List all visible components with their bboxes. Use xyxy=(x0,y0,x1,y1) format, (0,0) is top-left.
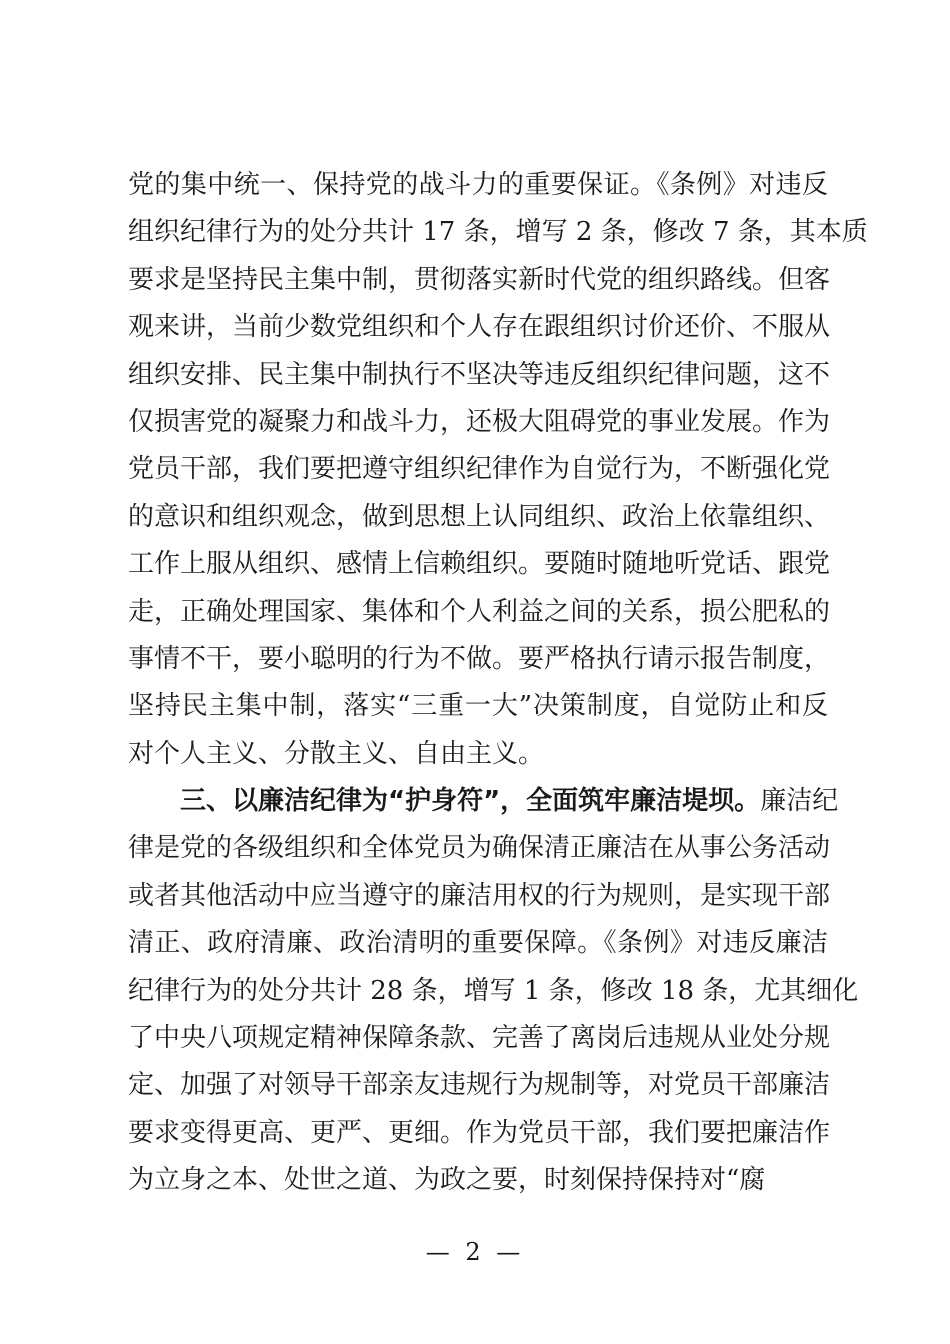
text-line: 工作上服从组织、感情上信赖组织。要随时随地听党话、跟党 xyxy=(128,549,831,580)
text-line: 党的集中统一、保持党的战斗力的重要保证。《条例》对违反 xyxy=(128,170,828,200)
paragraph-integrity-discipline xyxy=(128,778,859,1205)
text-line: 事情不干，要小聪明的行为不做。要严格执行请示报告制度， xyxy=(128,643,831,674)
text-line: 的意识和组织观念，做到思想上认同组织、政治上依靠组织、 xyxy=(128,501,831,532)
text-line: 律是党的各级组织和全体党员为确保清正廉洁在从事公务活动 xyxy=(128,833,831,864)
text-line: 仅损害党的凝聚力和战斗力，还极大阻碍党的事业发展。作为 xyxy=(128,406,831,437)
text-line: 定、加强了对领导干部亲友违规行为规制等，对党员干部廉洁 xyxy=(128,1070,831,1101)
text-line: 观来讲，当前少数党组织和个人存在跟组织讨价还价、不服从 xyxy=(128,312,831,343)
text-line: 要求是坚持民主集中制，贯彻落实新时代党的组织路线。但客 xyxy=(128,264,831,295)
text-line: 了中央八项规定精神保障条款、完善了离岗后违规从业处分规 xyxy=(128,1023,831,1054)
page-number: — 2 — xyxy=(425,1238,525,1266)
text-line: 坚持民主集中制，落实“三重一大”决策制度，自觉防止和反 xyxy=(128,691,828,722)
paragraph-organization-discipline xyxy=(128,162,868,778)
text-line: 党员干部，我们要把遵守组织纪律作为自觉行为，不断强化党 xyxy=(128,454,831,485)
document-body xyxy=(128,162,868,1205)
text-line: 走，正确处理国家、集体和个人利益之间的关系，损公肥私的 xyxy=(128,596,831,627)
text-line: 为立身之本、处世之道、为政之要，时刻保持保持对“腐 xyxy=(128,1165,766,1196)
text-line: 要求变得更高、更严、更细。作为党员干部，我们要把廉洁作 xyxy=(128,1117,831,1148)
section-heading-line xyxy=(128,778,839,825)
section-heading: 三、以廉洁纪律为“护身符”，全面筑牢廉洁堤坝。 xyxy=(180,786,761,817)
text-line: 组织安排、民主集中制执行不坚决等违反组织纪律问题，这不 xyxy=(128,359,831,390)
text-line: 或者其他活动中应当遵守的廉洁用权的行为规则，是实现干部 xyxy=(128,880,831,911)
heading-line-text: 廉洁纪 xyxy=(760,786,839,817)
text-line: 组织纪律行为的处分共计 17 条，增写 2 条，修改 7 条，其本质 xyxy=(128,217,868,248)
text-line: 纪律行为的处分共计 28 条，增写 1 条，修改 18 条，尤其细化 xyxy=(128,975,859,1006)
text-line: 对个人主义、分散主义、自由主义。 xyxy=(128,738,545,769)
text-line: 清正、政府清廉、政治清明的重要保障。《条例》对违反廉洁 xyxy=(128,928,828,959)
